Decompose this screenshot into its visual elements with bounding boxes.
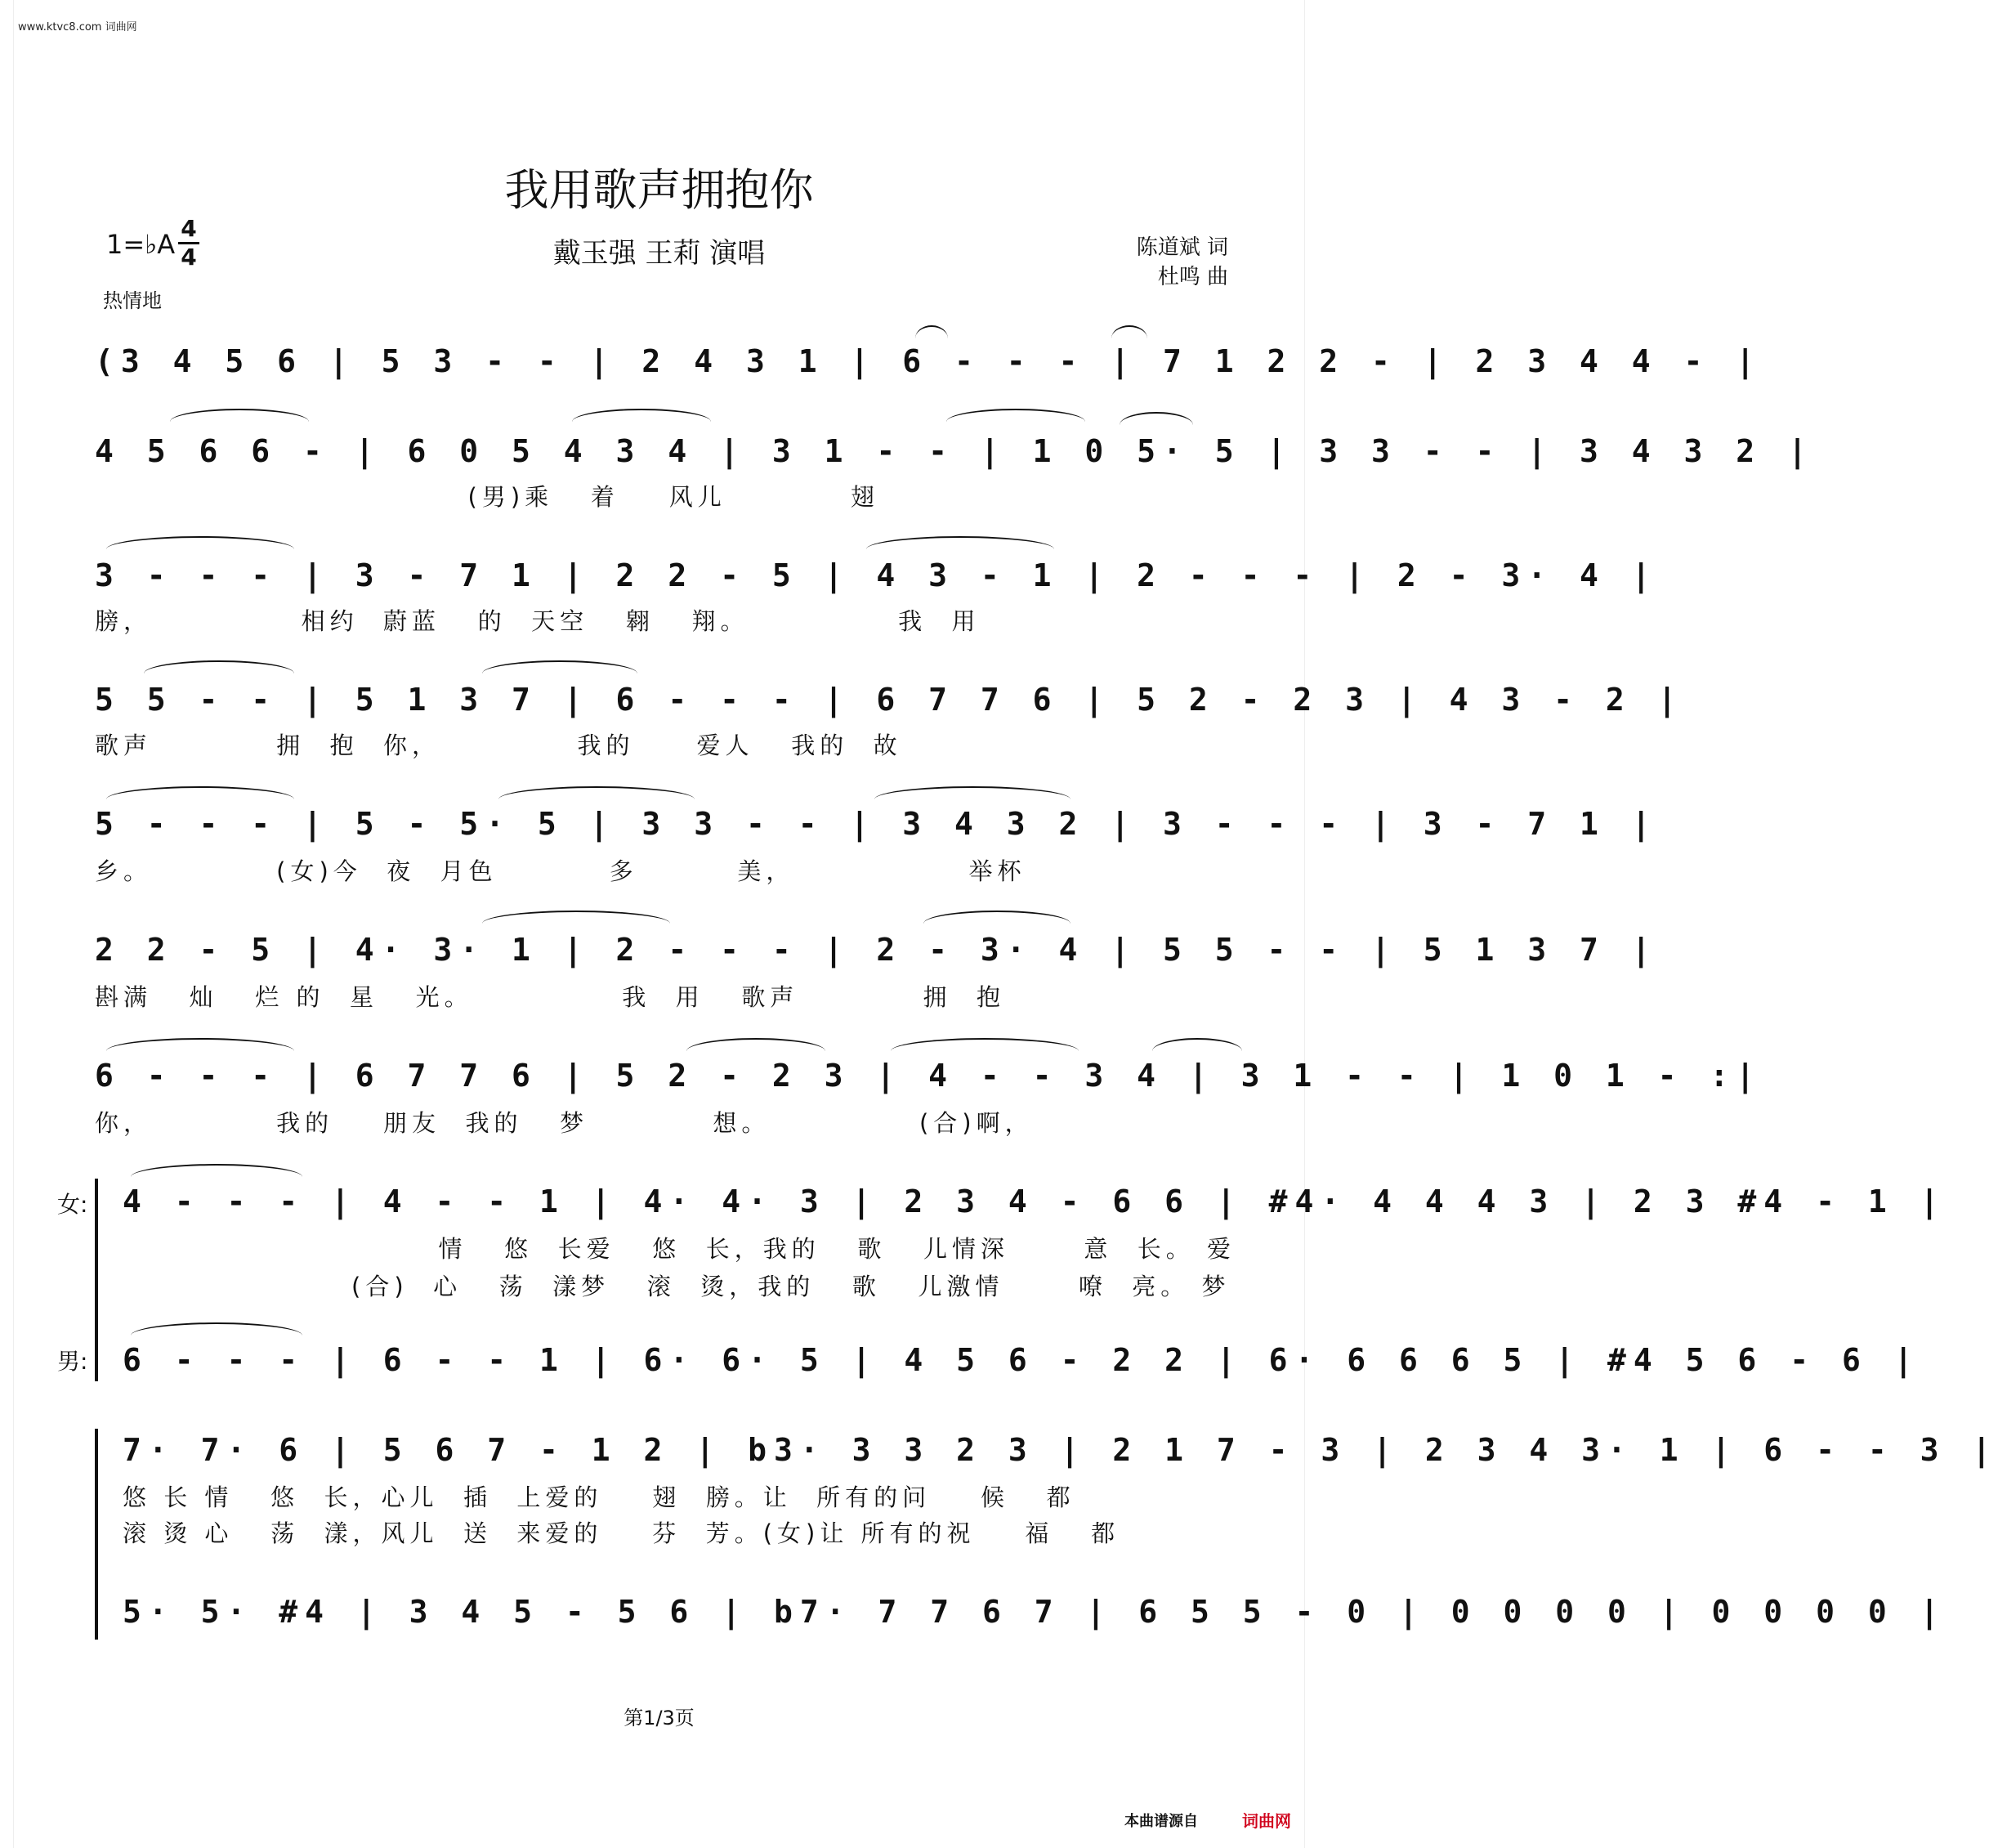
slur: [915, 325, 948, 338]
female-notation-2: 7· 7· 6 | 5 6 7 - 1 2 | b3· 3 3 2 3 | 2 1 7 - 3 | 2 3 4 3· 1 | 6 - - 3 |: [123, 1432, 1998, 1468]
notation-line-7: 6 - - - | 6 7 7 6 | 5 2 - 2 3 | 4 - - 3 4 | 3 1 - - | 1 0 1 - :|: [95, 1058, 1763, 1094]
male-notation-2: 5· 5· #4 | 3 4 5 - 5 6 | b7· 7 7 6 7 | 6 5 5 - 0 | 0 0 0 0 | 0 0 0 0 |: [123, 1594, 1947, 1630]
lyricist: 陈道斌 词: [1136, 235, 1228, 260]
left-margin-strip: [0, 0, 14, 1848]
system-bracket-1: [95, 1179, 103, 1381]
notation-line-2: 4 5 6 6 - | 6 0 5 4 3 4 | 3 1 - - | 1 0 5· 5 | 3 3 - - | 3 4 3 2 |: [95, 433, 1814, 469]
singers: 戴玉强 王莉 演唱: [552, 237, 766, 270]
lyrics-line-6: 斟满 灿 烂 的 星 光。 我 用 歌声 拥 抱: [95, 983, 1005, 1011]
slur: [866, 536, 1054, 549]
slur: [1111, 325, 1147, 338]
slur: [572, 409, 711, 422]
male-voice-label: 男:: [57, 1348, 88, 1375]
composer: 杜鸣 曲: [1157, 265, 1228, 289]
female-voice-label: 女:: [57, 1191, 88, 1218]
female-lyrics-1a: 情 悠 长爱 悠 长，我的 歌 儿情深 意 长。 爱: [351, 1235, 1236, 1263]
notation-line-3: 3 - - - | 3 - 7 1 | 2 2 - 5 | 4 3 - 1 | 2 - - - | 2 - 3· 4 |: [95, 557, 1658, 593]
system-bracket-2: [95, 1429, 103, 1640]
site-logo: 词曲网: [1242, 1811, 1291, 1831]
male-label-text: 男: [57, 1348, 81, 1375]
time-signature: [178, 216, 199, 271]
key-signature: 1=♭A: [106, 229, 176, 260]
slur: [131, 1164, 302, 1177]
male-notation-1: 6 - - - | 6 - - 1 | 6· 6· 5 | 4 5 6 - 2 2 | 6· 6 6 6 5 | #4 5 6 - 6 |: [123, 1342, 1920, 1378]
tempo-marking: 热情地: [103, 289, 162, 312]
female-lyrics-1b: (合) 心 荡 漾梦 滚 烫，我的 歌 儿激情 嘹 亮。 梦: [351, 1273, 1231, 1300]
lyrics-line-5: 乡。 (女)今 夜 月色 多 美， 举杯: [95, 857, 1026, 885]
female-lyrics-2a: 悠 长 情 悠 长，心儿 插 上爱的 翅 膀。让 所有的问 候 都: [123, 1483, 1075, 1511]
notation-line-5: 5 - - - | 5 - 5· 5 | 3 3 - - | 3 4 3 2 | 3 - - - | 3 - 7 1 |: [95, 806, 1658, 842]
female-notation-1: 4 - - - | 4 - - 1 | 4· 4· 3 | 2 3 4 - 6 6 | #4· 4 4 4 3 | 2 3 #4 - 1 |: [123, 1184, 1947, 1219]
slur: [891, 1038, 1079, 1051]
slur: [106, 1038, 294, 1051]
time-top: 4: [181, 215, 197, 242]
notation-line-1: (3 4 5 6 | 5 3 - - | 2 4 3 1 | 6 - - - | 7 1 2 2 - | 2 3 4 4 - |: [95, 343, 1763, 379]
slur: [144, 660, 294, 673]
slur: [131, 1322, 302, 1336]
site-url: www.ktvc8.com 词曲网: [18, 21, 137, 34]
slur: [1120, 412, 1193, 425]
notation-line-4: 5 5 - - | 5 1 3 7 | 6 - - - | 6 7 7 6 | 5 2 - 2 3 | 4 3 - 2 |: [95, 682, 1684, 718]
page-number: 第1/3页: [624, 1707, 695, 1729]
slur: [482, 660, 637, 673]
slur: [923, 911, 1071, 924]
female-lyrics-2b: 滚 烫 心 荡 漾，风儿 送 来爱的 芬 芳。(女)让 所有的祝 福 都: [123, 1519, 1120, 1547]
source-note: 本曲谱源自: [1124, 1813, 1198, 1830]
slur: [482, 911, 670, 924]
lyrics-line-3: 膀， 相约 蔚蓝 的 天空 翱 翔。 我 用: [95, 607, 981, 635]
slur: [106, 786, 294, 799]
female-label-text: 女: [57, 1191, 81, 1218]
lyrics-line-4: 歌声 拥 抱 你， 我的 爱人 我的 故: [95, 732, 902, 759]
lyrics-line-7: 你， 我的 朋友 我的 梦 想。 (合)啊，: [95, 1109, 1034, 1137]
notation-line-6: 2 2 - 5 | 4· 3· 1 | 2 - - - | 2 - 3· 4 | 5 5 - - | 5 1 3 7 |: [95, 932, 1658, 968]
song-title: 我用歌声拥抱你: [504, 164, 814, 216]
slur: [106, 536, 294, 549]
slur: [498, 786, 695, 799]
right-margin-strip: [1304, 0, 1318, 1848]
slur: [946, 409, 1085, 422]
slur: [874, 786, 1071, 799]
slur: [170, 409, 309, 422]
time-bottom: 4: [181, 244, 197, 271]
slur: [686, 1038, 825, 1051]
lyrics-line-2: (男)乘 着 风儿 翅: [95, 483, 879, 511]
slur: [1152, 1038, 1242, 1051]
